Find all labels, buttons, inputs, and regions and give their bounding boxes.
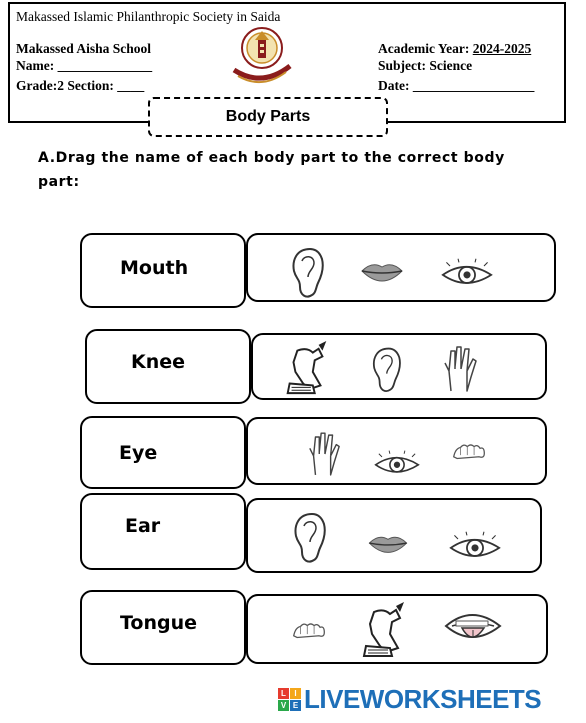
liveworksheets-logo xyxy=(278,684,541,714)
hand-icon xyxy=(306,431,342,479)
eye-icon xyxy=(446,530,504,564)
worksheet-title: Body Parts xyxy=(148,97,388,137)
subject-field: Subject: Science xyxy=(378,58,473,73)
knee-icon xyxy=(283,341,331,397)
label-text: Mouth xyxy=(120,257,189,279)
logo-block: L xyxy=(278,688,289,699)
label-text: Tongue xyxy=(120,612,198,634)
picture-box-3[interactable] xyxy=(246,417,547,485)
logo-blocks-icon xyxy=(278,688,301,711)
school-name: Makassed Aisha School xyxy=(16,41,152,56)
section-label: Section: ____ xyxy=(67,78,145,93)
academic-year xyxy=(378,41,531,57)
tongue-icon xyxy=(444,608,502,648)
eye-icon xyxy=(438,257,496,291)
label-text: Knee xyxy=(131,351,186,373)
lips-icon xyxy=(360,257,404,287)
knee-icon xyxy=(360,602,408,660)
label-card-knee[interactable] xyxy=(85,329,251,404)
toes-icon xyxy=(292,618,326,640)
ear-icon xyxy=(290,510,326,566)
name-field: Name: ______________ xyxy=(16,58,153,73)
hand-icon xyxy=(441,345,479,395)
academic-year-value: 2024-2025 xyxy=(472,41,532,56)
grade-value: 2 xyxy=(57,78,64,93)
label-text: Ear xyxy=(125,515,161,537)
label-card-eye[interactable] xyxy=(80,416,246,489)
date-field: Date: __________________ xyxy=(378,78,535,93)
picture-box-4[interactable] xyxy=(246,498,542,573)
academic-year-label: Academic Year: xyxy=(378,41,470,56)
ear-icon xyxy=(288,245,324,301)
grade-label: Grade: xyxy=(16,78,58,93)
grade-section-field xyxy=(16,78,144,94)
logo-block: I xyxy=(290,688,301,699)
label-card-tongue[interactable] xyxy=(80,590,246,665)
brand-text: LIVEWORKSHEETS xyxy=(304,683,542,714)
eye-icon xyxy=(372,449,422,479)
school-logo-icon xyxy=(228,26,296,88)
logo-block: E xyxy=(290,700,301,711)
picture-box-1[interactable] xyxy=(246,233,556,302)
society-name: Makassed Islamic Philanthropic Society in Saida xyxy=(16,9,281,24)
instruction-text: A.Drag the name of each body part to the correct body part: xyxy=(38,150,505,190)
ear-icon xyxy=(367,345,403,395)
label-text: Eye xyxy=(119,442,158,464)
label-card-mouth[interactable] xyxy=(80,233,246,308)
picture-box-2[interactable] xyxy=(251,333,547,400)
logo-block: V xyxy=(278,700,289,711)
label-card-ear[interactable] xyxy=(80,493,246,570)
lips-icon xyxy=(366,530,410,558)
picture-box-5[interactable] xyxy=(246,594,548,664)
toes-icon xyxy=(452,439,486,461)
